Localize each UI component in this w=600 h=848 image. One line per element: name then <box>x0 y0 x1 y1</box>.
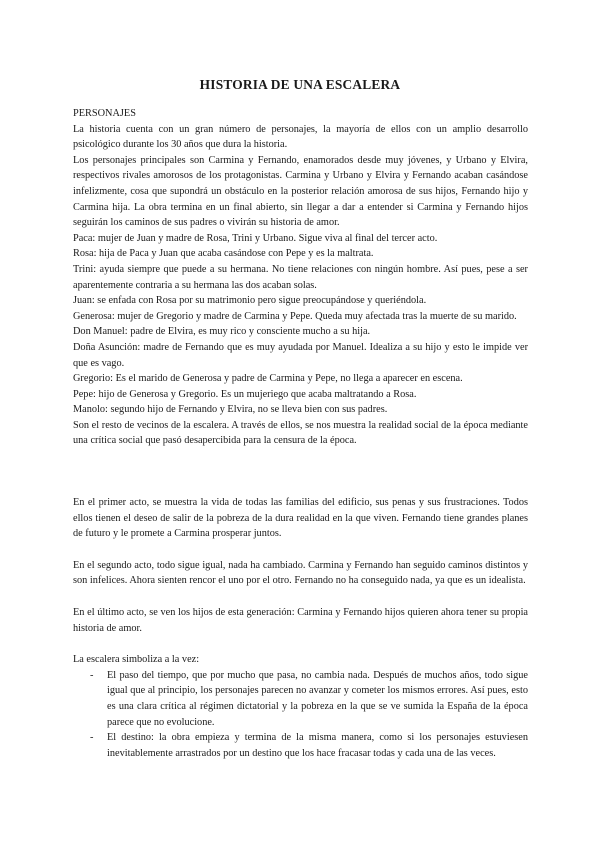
neighbors-paragraph: Son el resto de vecinos de la escalera. A través de ellos, se nos muestra la realidad social de la época mediante una crítica social que pasó desapercibida para la censura de la época. <box>73 419 528 447</box>
symbolism-list <box>73 668 528 762</box>
document-body <box>73 106 528 761</box>
bullet-dash: - <box>90 669 94 681</box>
first-act-paragraph: En el primer acto, se muestra la vida de todas las familias del edificio, sus penas y sus frustraciones. Todos ellos tienen el deseo de salir de la pobreza de la dura realidad en la que viven. Fernando tiene grandes planes de futuro y le promete a Carmina prosperar juntos. <box>73 497 528 540</box>
character-generosa: Generosa: mujer de Gregorio y madre de Carmina y Pepe. Queda muy afectada tras la muerte de su marido. <box>73 310 517 322</box>
symbolism-intro: La escalera simboliza a la vez: <box>73 654 200 666</box>
spacer <box>73 589 528 605</box>
character-manolo: Manolo: segundo hijo de Fernando y Elvira, no se lleva bien con sus padres. <box>73 404 388 416</box>
personajes-heading: PERSONAJES <box>73 108 136 119</box>
document-title: HISTORIA DE UNA ESCALERA <box>199 77 401 92</box>
list-item <box>73 730 528 761</box>
character-juan: Juan: se enfada con Rosa por su matrimonio pero sigue preocupándose y queriéndola. <box>73 295 427 307</box>
second-act-paragraph: En el segundo acto, todo sigue igual, nada ha cambiado. Carmina y Fernando han seguido caminos distintos y son infelices. Ahora sienten rencor el uno por el otro. Fernando no ha conseguido nada, ya que es un idealista. <box>73 559 528 587</box>
bullet-dash: - <box>90 732 94 744</box>
spacer <box>73 636 528 652</box>
third-act-paragraph: En el último acto, se ven los hijos de esta generación: Carmina y Fernando hijos quieren ahora tener su propia historia de amor. <box>73 607 528 634</box>
character-pepe: Pepe: hijo de Generosa y Gregorio. Es un mujeriego que acaba maltratando a Rosa. <box>73 388 417 400</box>
character-gregorio: Gregorio: Es el marido de Generosa y padre de Carmina y Pepe, no llega a aparecer en escena. <box>73 373 463 385</box>
character-dona-asuncion: Doña Asunción: madre de Fernando que es muy ayudada por Manuel. Idealiza a su hijo y esto le impide ver que es vago. <box>73 341 528 369</box>
character-don-manuel: Don Manuel: padre de Elvira, es muy rico y consciente mucho a su hija. <box>73 326 371 338</box>
list-item-text: El destino: la obra empieza y termina de la misma manera, como si los personajes estuviesen inevitablemente arrastrados por un destino que los hace fracasar todas y cada una de las veces. <box>107 732 528 759</box>
character-paca: Paca: mujer de Juan y madre de Rosa, Trini y Urbano. Sigue viva al final del tercer acto. <box>73 232 438 244</box>
character-trini: Trini: ayuda siempre que puede a su hermana. No tiene relaciones con ningún hombre. Así pues, pese a ser aparentemente contraria a su hermana las dos acaban solas. <box>73 263 528 291</box>
list-item-text: El paso del tiempo, que por mucho que pasa, no cambia nada. Después de muchos años, todo sigue igual que al principio, los personajes parecen no avanzar y cometer los mismos errores. Así pues, esto es una clara crítica al régimen dictatorial y la pobreza en la que se ve sumida la España de la época parece que no evolucione. <box>107 669 528 728</box>
intro-paragraph: La historia cuenta con un gran número de personajes, la mayoría de ellos con un amplio desarrollo psicológico durante los 30 años que dura la historia. <box>73 123 528 151</box>
main-characters-paragraph: Los personajes principales son Carmina y Fernando, enamorados desde muy jóvenes, y Urbano y Elvira, respectivos rivales amorosos de los protagonistas. Carmina y Urbano y Elvira y Fernando acaban casándose infelizmente, cosa que supondrá un obstáculo en la posterior relación amorosa de sus hijos, Fernando hijo y Carmina hija. La obra termina en un final abierto, sin llegar a dar a entender si Carmina y Fernando hijos seguirán los caminos de sus padres o vivirán su historia de amor. <box>73 154 528 229</box>
spacer <box>73 542 528 558</box>
section-spacer <box>73 449 528 495</box>
character-rosa: Rosa: hija de Paca y Juan que acaba casándose con Pepe y es la maltrata. <box>73 248 374 260</box>
list-item <box>73 668 528 730</box>
